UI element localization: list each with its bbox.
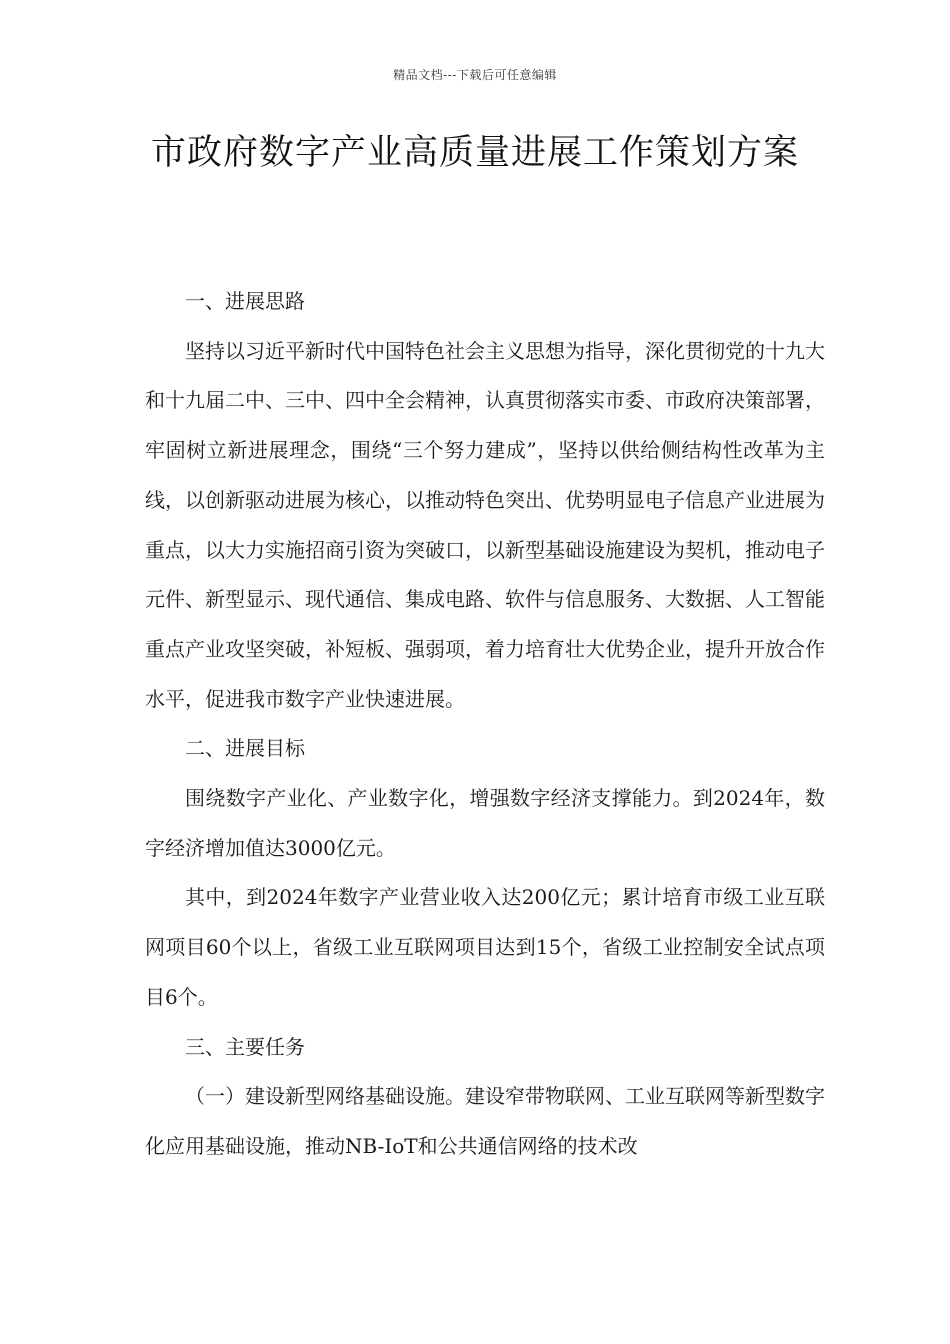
document-body xyxy=(145,277,825,1172)
page-header-note: 精品文档---下载后可任意编辑 xyxy=(393,68,557,82)
document-title: 市政府数字产业高质量进展工作策划方案 xyxy=(150,133,799,173)
paragraph-goals-overall: 围绕数字产业化、产业数字化，增强数字经济支撑能力。到2024年，数字经济增加值达3000亿元。 xyxy=(145,786,825,860)
section-heading-approach: 一、进展思路 xyxy=(185,289,305,313)
section-heading-goals: 二、进展目标 xyxy=(185,736,305,761)
section-heading-tasks: 三、主要任务 xyxy=(185,1034,305,1059)
paragraph-goals-detail: 其中，到2024年数字产业营业收入达200亿元；累计培育市级工业互联网项目60个以上，省级工业互联网项目达到15个，省级工业控制安全试点项目6个。 xyxy=(145,885,825,1009)
paragraph-approach: 坚持以习近平新时代中国特色社会主义思想为指导，深化贯彻党的十九大和十九届二中、三中、四中全会精神，认真贯彻落实市委、市政府决策部署，牢固树立新进展理念，围绕“三个努力建成”，坚持以供给侧结构性改革为主线，以创新驱动进展为核心，以推动特色突出、优势明显电子信息产业进展为重点，以大力实施招商引资为突破口，以新型基础设施建设为契机，推动电子元件、新型显示、现代通信、集成电路、软件与信息服务、大数据、人工智能重点产业攻坚突破，补短板、强弱项，着力培育壮大优势企业，提升开放合作水平，促进我市数字产业快速进展。 xyxy=(145,338,825,711)
paragraph-task-network: （一）建设新型网络基础设施。建设窄带物联网、工业互联网等新型数字化应用基础设施，推动NB-IoT和公共通信网络的技术改 xyxy=(145,1084,825,1158)
